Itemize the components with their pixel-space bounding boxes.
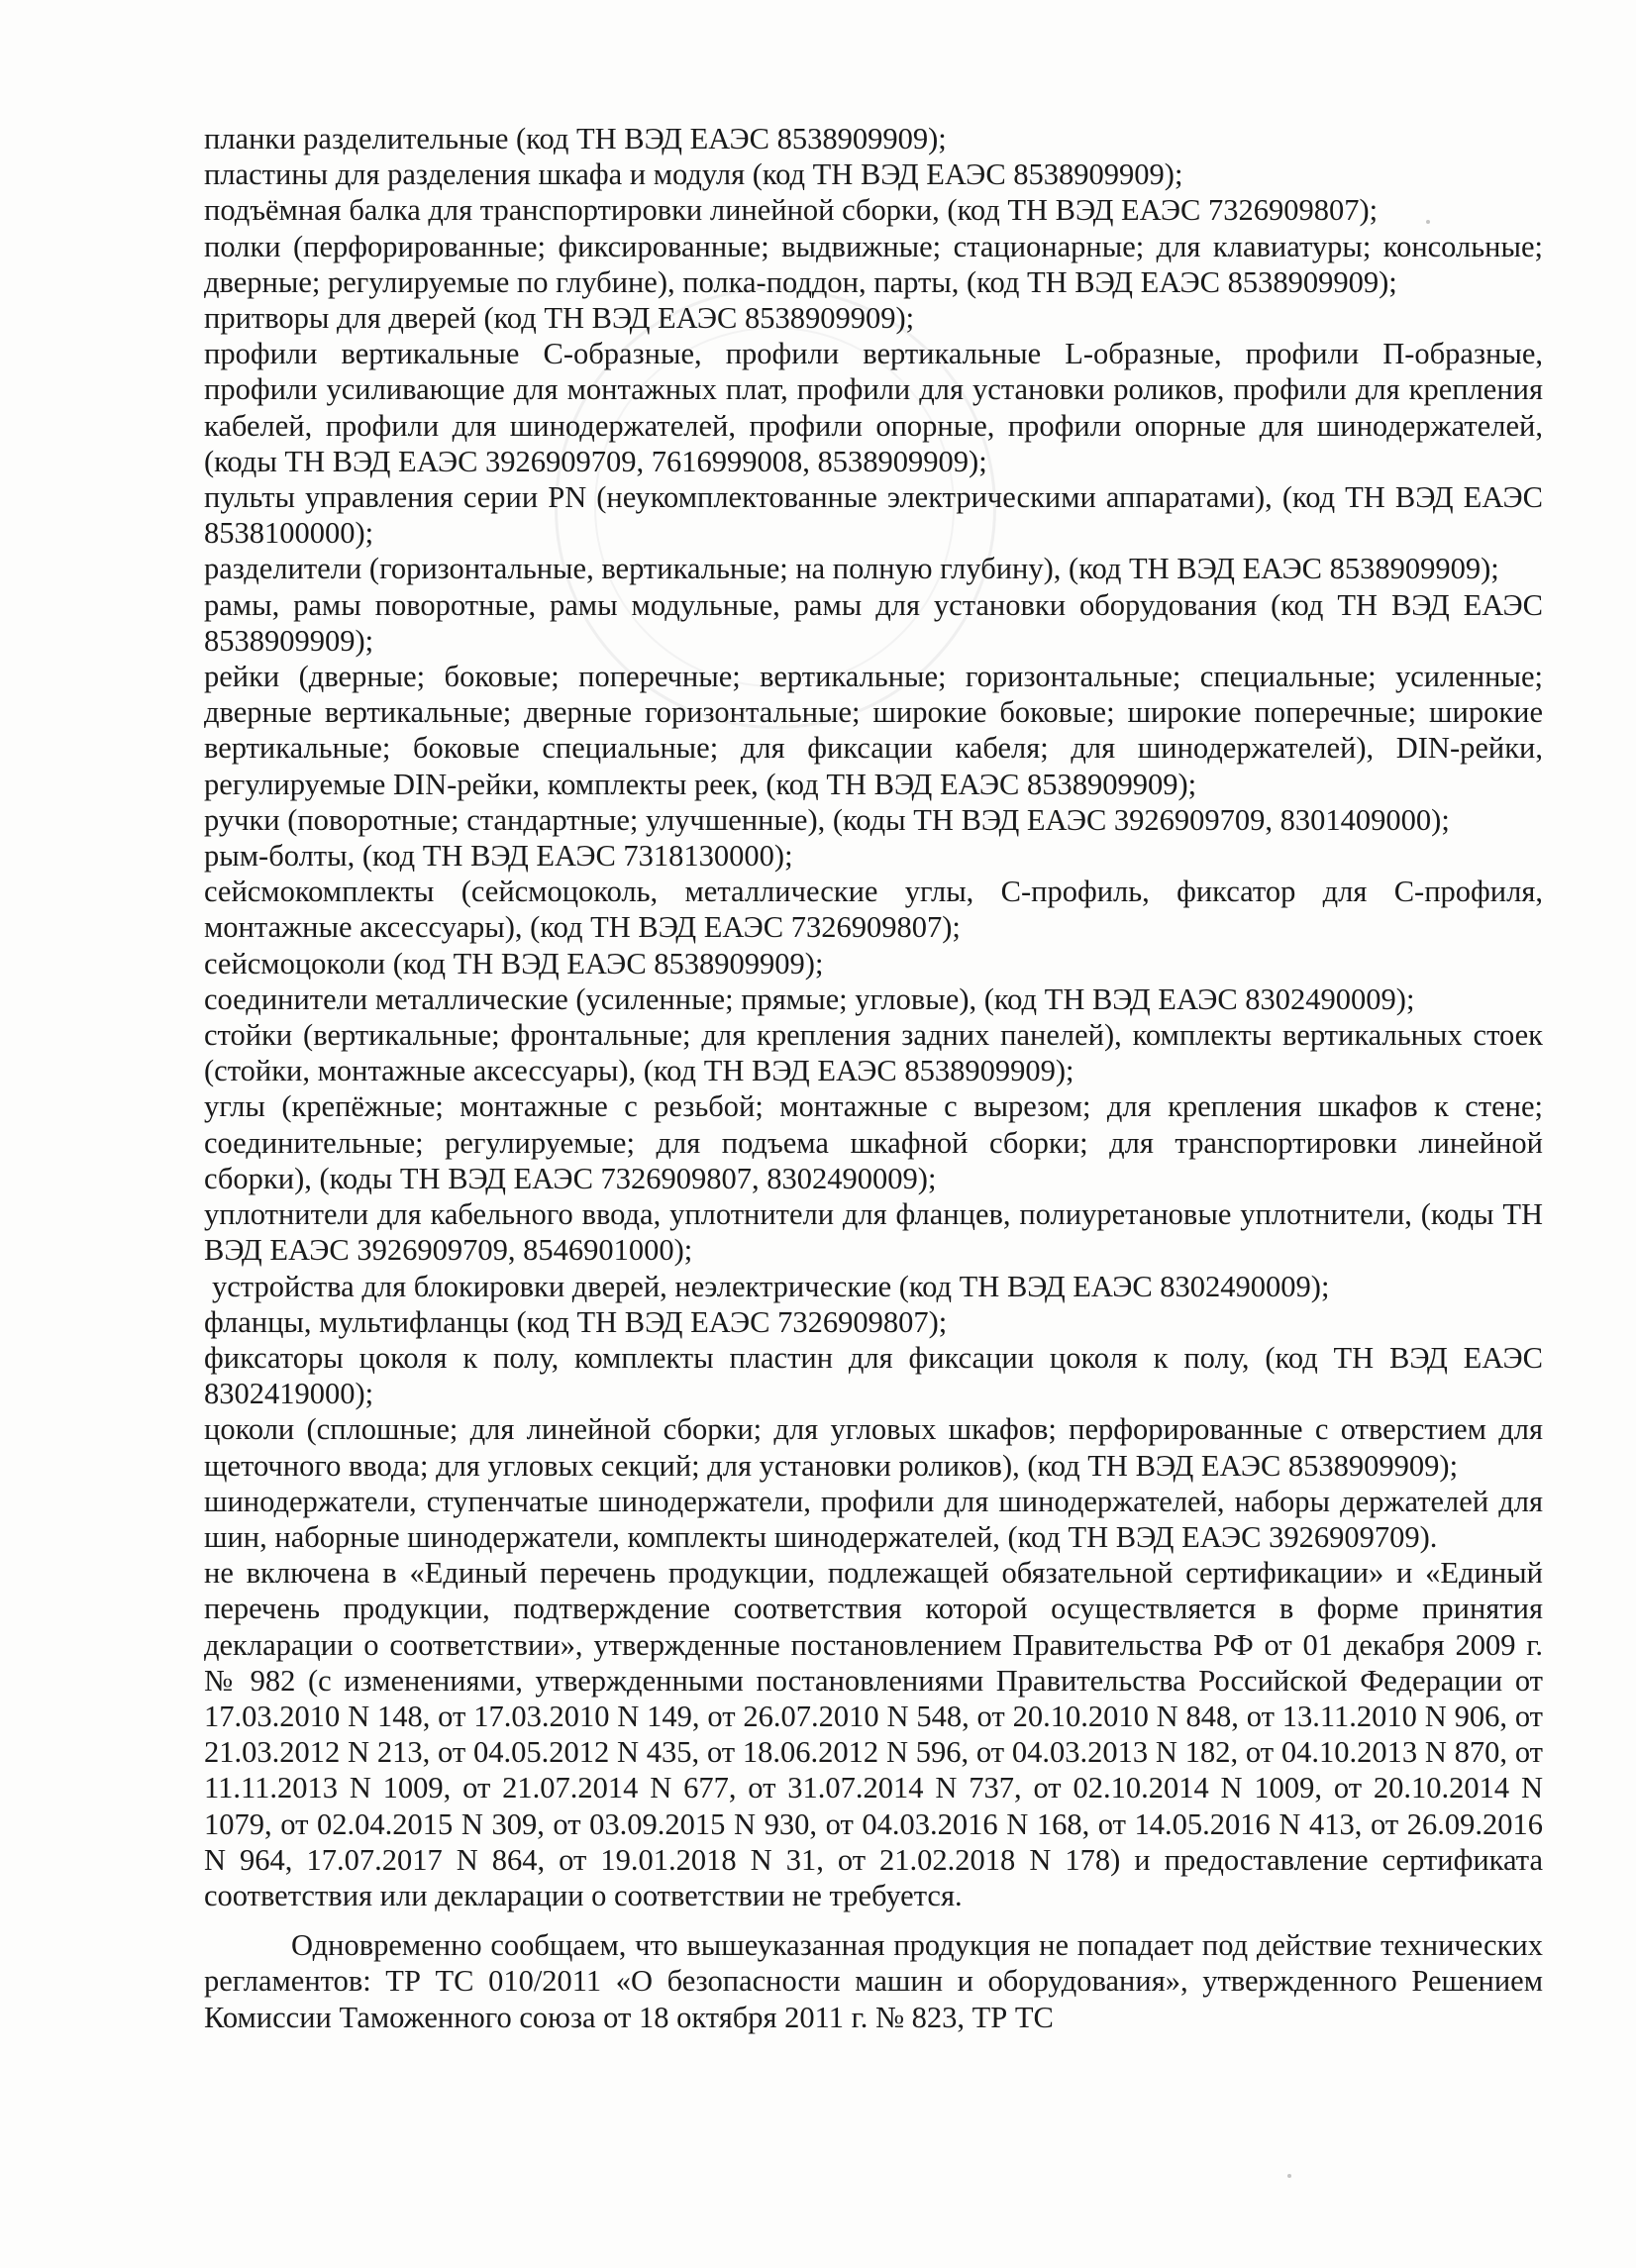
product-list-entry: фиксаторы цоколя к полу, комплекты пластин для фиксации цоколя к полу, (код ТН ВЭД ЕАЭС 8302419000); — [204, 1340, 1543, 1411]
scan-dust-mark — [1287, 2174, 1291, 2178]
product-list-entry: притворы для дверей (код ТН ВЭД ЕАЭС 8538909909); — [204, 301, 915, 336]
technical-regulations-paragraph: Одновременно сообщаем, что вышеуказанная продукция не попадает под действие технических регламентов: ТР ТС 010/2011 «О безопасности машин и оборудования», утвержденного Решением Комиссии Таможенного союза от 18 октября 2011 г. № 823, ТР ТС — [204, 1928, 1543, 2034]
product-list-entry: разделители (горизонтальные, вертикальные; на полную глубину), (код ТН ВЭД ЕАЭС 8538909909); — [204, 552, 1499, 586]
document-body — [204, 121, 1543, 2035]
certification-exemption-paragraph: не включена в «Единый перечень продукции, подлежащей обязательной сертификации» и «Единый перечень продукции, подтверждение соответствия которой осуществляется в форме принятия декларации о соответствии», утвержденные постановлением Правительства РФ от 01 декабря 2009 г. № 982 (с изменениями, утвержденными постановлениями Правительства Российской Федерации от 17.03.2010 N 148, от 17.03.2010 N 149, от 26.07.2010 N 548, от 20.10.2010 N 848, от 13.11.2010 N 906, от 21.03.2012 N 213, от 04.05.2012 N 435, от 18.06.2012 N 596, от 04.03.2013 N 182, от 04.10.2013 N 870, от 11.11.2013 N 1009, от 21.07.2014 N 677, от 31.07.2014 N 737, от 02.10.2014 N 1009, от 20.10.2014 N 1079, от 02.04.2015 N 309, от 03.09.2015 N 930, от 04.03.2016 N 168, от 14.05.2016 N 413, от 26.09.2016 N 964, 17.07.2017 N 864, от 19.01.2018 N 31, от 21.02.2018 N 178) и предоставление сертификата соответствия или декларации о соответствии не требуется. — [204, 1556, 1543, 1912]
product-list-entry: уплотнители для кабельного ввода, уплотнители для фланцев, полиуретановые уплотнители, (коды ТН ВЭД ЕАЭС 3926909709, 8546901000); — [204, 1197, 1543, 1268]
product-list-entry: ручки (поворотные; стандартные; улучшенные), (коды ТН ВЭД ЕАЭС 3926909709, 8301409000); — [204, 802, 1450, 837]
product-list-entry: планки разделительные (код ТН ВЭД ЕАЭС 8538909909); — [204, 122, 947, 155]
product-list-entry: устройства для блокировки дверей, неэлектрические (код ТН ВЭД ЕАЭС 8302490009); — [212, 1269, 1330, 1303]
product-list-entry: цоколи (сплошные; для линейной сборки; для угловых шкафов; перфорированные с отверстием для щеточного ввода; для угловых секций; для установки роликов), (код ТН ВЭД ЕАЭС 8538909909); — [204, 1412, 1543, 1483]
product-list-entry: фланцы, мультифланцы (код ТН ВЭД ЕАЭС 7326909807); — [204, 1304, 948, 1339]
product-list-entry: профили вертикальные C-образные, профили вертикальные L-образные, профили П-образные, профили усиливающие для монтажных плат, профили для установки роликов, профили для крепления кабелей, профили для шинодержателей, профили опорные, профили опорные для шинодержателей, (коды ТН ВЭД ЕАЭС 3926909709, 7616999008, 8538909909); — [204, 337, 1543, 478]
product-list-entry: углы (крепёжные; монтажные с резьбой; монтажные с вырезом; для крепления шкафов к стене; соединительные; регулируемые; для подъема шкафной сборки; для транспортировки линейной сборки), (коды ТН ВЭД ЕАЭС 7326909807, 8302490009); — [204, 1089, 1543, 1195]
product-list-entry: соединители металлические (усиленные; прямые; угловые), (код ТН ВЭД ЕАЭС 8302490009); — [204, 981, 1415, 1016]
product-list-entry: шинодержатели, ступенчатые шинодержатели, профили для шинодержателей, наборы держателей для шин, наборные шинодержатели, комплекты шинодержателей, (код ТН ВЭД ЕАЭС 3926909709). — [204, 1484, 1543, 1554]
product-list-entry: сейсмокомплекты (сейсмоцоколь, металлические углы, С-профиль, фиксатор для С-профиля, монтажные аксессуары), (код ТН ВЭД ЕАЭС 7326909807); — [204, 875, 1543, 945]
product-list-entry: сейсмоцоколи (код ТН ВЭД ЕАЭС 8538909909); — [204, 946, 824, 980]
product-list-entry: пульты управления серии PN (неукомплектованные электрическими аппаратами), (код ТН ВЭД ЕАЭС 8538100000); — [204, 480, 1543, 551]
product-list-entry: подъёмная балка для транспортировки линейной сборки, (код ТН ВЭД ЕАЭС 7326909807); — [204, 193, 1379, 228]
product-list-entry: рейки (дверные; боковые; поперечные; вертикальные; горизонтальные; специальные; усиленные; дверные вертикальные; дверные горизонтальные; широкие боковые; широкие поперечные; широкие вертикальные; боковые специальные; для фиксации кабеля; для шинодержателей), DIN-рейки, регулируемые DIN-рейки, комплекты реек, (код ТН ВЭД ЕАЭС 8538909909); — [204, 660, 1543, 801]
product-list-entry: пластины для разделения шкафа и модуля (код ТН ВЭД ЕАЭС 8538909909); — [204, 157, 1183, 192]
product-list-entry: рым-болты, (код ТН ВЭД ЕАЭС 7318130000); — [204, 839, 793, 874]
product-list-entry: полки (перфорированные; фиксированные; выдвижные; стационарные; для клавиатуры; консольные; дверные; регулируемые по глубине), полка-поддон, парты, (код ТН ВЭД ЕАЭС 8538909909); — [204, 229, 1543, 299]
product-list-entry: рамы, рамы поворотные, рамы модульные, рамы для установки оборудования (код ТН ВЭД ЕАЭС 8538909909); — [204, 587, 1543, 658]
product-list-entry: стойки (вертикальные; фронтальные; для крепления задних панелей), комплекты вертикальных стоек (стойки, монтажные аксессуары), (код ТН ВЭД ЕАЭС 8538909909); — [204, 1018, 1543, 1088]
